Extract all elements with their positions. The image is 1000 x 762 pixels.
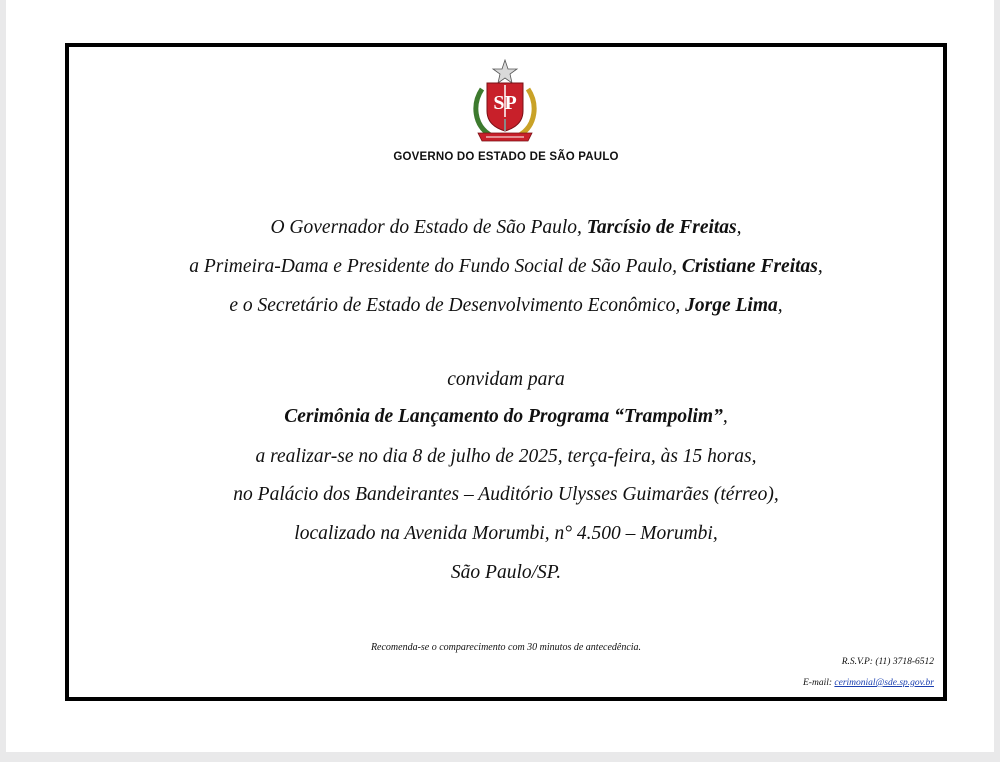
rsvp-phone: R.S.V.P: (11) 3718-6512 [841, 657, 934, 667]
arrival-note: Recomenda-se o comparecimento com 30 minutos de antecedência. [370, 642, 642, 653]
first-lady-name: Cristiane Freitas [681, 256, 818, 277]
event-address: localizado na Avenida Morumbi, n° 4.500 – Morumbi, [294, 523, 718, 544]
invite-phrase: convidam para [447, 369, 565, 390]
event-title: Cerimônia de Lançamento do Programa “Trampolim”, [284, 406, 728, 427]
rsvp-email: E-mail: cerimonial@sde.sp.gov.br [803, 678, 934, 688]
email-link[interactable]: cerimonial@sde.sp.gov.br [834, 678, 934, 688]
invitation-line-first-lady: a Primeira-Dama e Presidente do Fundo Social de São Paulo, Cristiane Freitas, [189, 256, 823, 277]
secretary-name: Jorge Lima [685, 295, 778, 316]
event-date: a realizar-se no dia 8 de julho de 2025, terça-feira, às 15 horas, [255, 446, 757, 467]
coat-of-arms-icon [468, 59, 542, 147]
governor-name: Tarcísio de Freitas [586, 217, 737, 238]
seal-letters: SP [493, 92, 517, 114]
invitation-line-secretary: e o Secretário de Estado de Desenvolvimento Econômico, Jorge Lima, [229, 295, 783, 316]
document-page [6, 0, 994, 752]
event-venue: no Palácio dos Bandeirantes – Auditório Ulysses Guimarães (térreo), [233, 484, 779, 505]
event-city: São Paulo/SP. [450, 562, 562, 583]
invitation-line-governor: O Governador do Estado de São Paulo, Tarcísio de Freitas, [270, 217, 742, 238]
government-title: GOVERNO DO ESTADO DE SÃO PAULO [393, 151, 619, 163]
invitation-card [65, 43, 947, 701]
